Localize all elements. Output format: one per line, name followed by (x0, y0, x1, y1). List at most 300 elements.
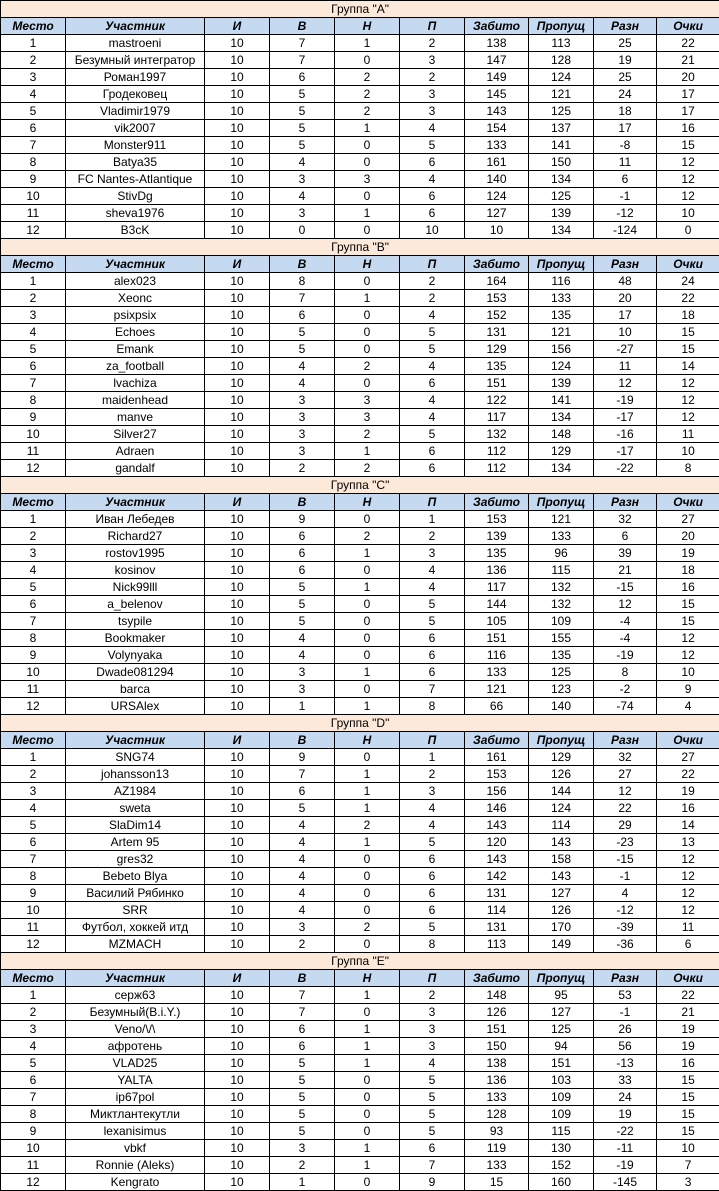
col-conceded-cell: 160 (529, 1174, 594, 1191)
col-points-cell: 8 (657, 460, 719, 477)
col-points-cell: 16 (657, 120, 719, 137)
col-scored-cell: 153 (465, 766, 529, 783)
col-losses-cell: 7 (400, 1157, 465, 1174)
col-diff-cell: 53 (594, 987, 657, 1004)
col-participant-cell: Bebeto Blya (66, 868, 205, 885)
col-points-cell: 12 (657, 647, 719, 664)
col-draws-cell: 0 (335, 562, 400, 579)
table-row (1, 52, 719, 69)
col-conceded-cell: 141 (529, 392, 594, 409)
col-place-cell: 5 (1, 103, 66, 120)
column-header-row (1, 732, 719, 749)
col-scored-cell: 112 (465, 443, 529, 460)
col-draws-cell: 1 (335, 443, 400, 460)
col-games-cell: 10 (205, 783, 270, 800)
table-row (1, 375, 719, 392)
col-diff-cell: 8 (594, 664, 657, 681)
col-participant-cell: Kengrato (66, 1174, 205, 1191)
col-diff-cell: -11 (594, 1140, 657, 1157)
col-games-cell: 10 (205, 460, 270, 477)
col-conceded-cell: 103 (529, 1072, 594, 1089)
column-header-draws: Н (335, 256, 400, 273)
col-diff-cell: -17 (594, 443, 657, 460)
col-draws-cell: 0 (335, 1072, 400, 1089)
col-draws-cell: 0 (335, 324, 400, 341)
col-diff-cell: -13 (594, 1055, 657, 1072)
col-wins-cell: 3 (270, 171, 335, 188)
col-wins-cell: 1 (270, 698, 335, 715)
group-title-row (1, 239, 719, 256)
col-points-cell: 12 (657, 885, 719, 902)
group-title: Группа "A" (1, 1, 719, 18)
col-draws-cell: 1 (335, 1038, 400, 1055)
col-diff-cell: 29 (594, 817, 657, 834)
col-scored-cell: 152 (465, 307, 529, 324)
col-place-cell: 2 (1, 290, 66, 307)
column-header-losses: П (400, 494, 465, 511)
col-draws-cell: 0 (335, 868, 400, 885)
col-conceded-cell: 95 (529, 987, 594, 1004)
col-diff-cell: 11 (594, 358, 657, 375)
col-scored-cell: 148 (465, 987, 529, 1004)
col-wins-cell: 7 (270, 52, 335, 69)
table-row (1, 1089, 719, 1106)
table-row (1, 919, 719, 936)
col-scored-cell: 124 (465, 188, 529, 205)
col-losses-cell: 4 (400, 120, 465, 137)
col-scored-cell: 117 (465, 409, 529, 426)
col-losses-cell: 2 (400, 987, 465, 1004)
col-diff-cell: 25 (594, 35, 657, 52)
col-games-cell: 10 (205, 392, 270, 409)
col-losses-cell: 4 (400, 579, 465, 596)
col-draws-cell: 1 (335, 783, 400, 800)
col-diff-cell: 20 (594, 290, 657, 307)
col-draws-cell: 2 (335, 86, 400, 103)
col-draws-cell: 0 (335, 341, 400, 358)
col-diff-cell: -22 (594, 460, 657, 477)
col-wins-cell: 7 (270, 35, 335, 52)
col-scored-cell: 161 (465, 154, 529, 171)
col-losses-cell: 8 (400, 698, 465, 715)
table-row (1, 188, 719, 205)
col-place-cell: 4 (1, 324, 66, 341)
table-row (1, 460, 719, 477)
col-participant-cell: sweta (66, 800, 205, 817)
col-points-cell: 4 (657, 698, 719, 715)
col-losses-cell: 2 (400, 273, 465, 290)
col-conceded-cell: 150 (529, 154, 594, 171)
col-conceded-cell: 121 (529, 324, 594, 341)
col-games-cell: 10 (205, 1038, 270, 1055)
col-participant-cell: B3cK (66, 222, 205, 239)
col-points-cell: 13 (657, 834, 719, 851)
table-row (1, 443, 719, 460)
col-participant-cell: sheva1976 (66, 205, 205, 222)
col-losses-cell: 2 (400, 69, 465, 86)
col-place-cell: 3 (1, 545, 66, 562)
table-row (1, 35, 719, 52)
col-losses-cell: 4 (400, 817, 465, 834)
col-conceded-cell: 155 (529, 630, 594, 647)
col-place-cell: 9 (1, 647, 66, 664)
col-scored-cell: 93 (465, 1123, 529, 1140)
col-diff-cell: -15 (594, 851, 657, 868)
col-games-cell: 10 (205, 528, 270, 545)
col-place-cell: 10 (1, 188, 66, 205)
table-row (1, 749, 719, 766)
col-points-cell: 16 (657, 579, 719, 596)
col-wins-cell: 6 (270, 307, 335, 324)
col-draws-cell: 2 (335, 426, 400, 443)
col-points-cell: 16 (657, 1055, 719, 1072)
table-row (1, 613, 719, 630)
col-wins-cell: 2 (270, 460, 335, 477)
col-scored-cell: 112 (465, 460, 529, 477)
table-row (1, 562, 719, 579)
col-conceded-cell: 139 (529, 205, 594, 222)
col-games-cell: 10 (205, 579, 270, 596)
col-scored-cell: 133 (465, 137, 529, 154)
col-place-cell: 2 (1, 1004, 66, 1021)
col-points-cell: 12 (657, 630, 719, 647)
col-games-cell: 10 (205, 154, 270, 171)
col-place-cell: 1 (1, 273, 66, 290)
col-draws-cell: 0 (335, 1174, 400, 1191)
col-place-cell: 3 (1, 1021, 66, 1038)
col-diff-cell: 11 (594, 154, 657, 171)
col-scored-cell: 139 (465, 528, 529, 545)
table-row (1, 103, 719, 120)
col-draws-cell: 1 (335, 545, 400, 562)
col-draws-cell: 0 (335, 273, 400, 290)
col-wins-cell: 6 (270, 528, 335, 545)
col-points-cell: 0 (657, 222, 719, 239)
col-draws-cell: 2 (335, 460, 400, 477)
column-header-games: И (205, 18, 270, 35)
col-scored-cell: 164 (465, 273, 529, 290)
table-row (1, 154, 719, 171)
col-games-cell: 10 (205, 545, 270, 562)
col-losses-cell: 4 (400, 171, 465, 188)
col-diff-cell: -4 (594, 630, 657, 647)
col-points-cell: 15 (657, 1089, 719, 1106)
col-participant-cell: афротень (66, 1038, 205, 1055)
column-header-participant: Участник (66, 18, 205, 35)
col-losses-cell: 2 (400, 290, 465, 307)
col-place-cell: 6 (1, 834, 66, 851)
col-wins-cell: 5 (270, 341, 335, 358)
col-conceded-cell: 134 (529, 409, 594, 426)
column-header-diff: Разн (594, 494, 657, 511)
col-place-cell: 9 (1, 1123, 66, 1140)
col-draws-cell: 0 (335, 749, 400, 766)
col-draws-cell: 1 (335, 1157, 400, 1174)
col-diff-cell: 39 (594, 545, 657, 562)
table-row (1, 426, 719, 443)
col-draws-cell: 0 (335, 511, 400, 528)
col-conceded-cell: 134 (529, 171, 594, 188)
col-place-cell: 5 (1, 1055, 66, 1072)
col-draws-cell: 0 (335, 137, 400, 154)
col-wins-cell: 3 (270, 919, 335, 936)
col-conceded-cell: 124 (529, 800, 594, 817)
col-points-cell: 18 (657, 562, 719, 579)
col-scored-cell: 143 (465, 103, 529, 120)
column-header-row (1, 494, 719, 511)
col-games-cell: 10 (205, 749, 270, 766)
col-scored-cell: 132 (465, 426, 529, 443)
col-participant-cell: psixpsix (66, 307, 205, 324)
col-points-cell: 22 (657, 290, 719, 307)
col-games-cell: 10 (205, 1004, 270, 1021)
table-row (1, 171, 719, 188)
col-participant-cell: Xeonc (66, 290, 205, 307)
col-conceded-cell: 113 (529, 35, 594, 52)
col-draws-cell: 0 (335, 154, 400, 171)
table-row (1, 783, 719, 800)
col-games-cell: 10 (205, 919, 270, 936)
col-diff-cell: 48 (594, 273, 657, 290)
col-draws-cell: 1 (335, 1055, 400, 1072)
col-wins-cell: 6 (270, 783, 335, 800)
col-games-cell: 10 (205, 1123, 270, 1140)
col-games-cell: 10 (205, 341, 270, 358)
table-row (1, 528, 719, 545)
col-draws-cell: 0 (335, 52, 400, 69)
table-row (1, 630, 719, 647)
col-scored-cell: 131 (465, 885, 529, 902)
col-wins-cell: 6 (270, 562, 335, 579)
col-losses-cell: 6 (400, 647, 465, 664)
column-header-participant: Участник (66, 494, 205, 511)
col-participant-cell: Миктлантекутли (66, 1106, 205, 1123)
col-scored-cell: 136 (465, 562, 529, 579)
col-points-cell: 12 (657, 171, 719, 188)
col-place-cell: 8 (1, 630, 66, 647)
col-losses-cell: 6 (400, 443, 465, 460)
col-diff-cell: 56 (594, 1038, 657, 1055)
table-row (1, 545, 719, 562)
col-diff-cell: -1 (594, 1004, 657, 1021)
col-place-cell: 2 (1, 52, 66, 69)
col-scored-cell: 138 (465, 35, 529, 52)
col-losses-cell: 9 (400, 1174, 465, 1191)
col-place-cell: 1 (1, 749, 66, 766)
col-participant-cell: Василий Рябинко (66, 885, 205, 902)
col-draws-cell: 1 (335, 1021, 400, 1038)
col-scored-cell: 138 (465, 1055, 529, 1072)
col-wins-cell: 7 (270, 987, 335, 1004)
column-header-diff: Разн (594, 18, 657, 35)
col-participant-cell: barca (66, 681, 205, 698)
col-participant-cell: tsypile (66, 613, 205, 630)
col-place-cell: 4 (1, 562, 66, 579)
col-scored-cell: 151 (465, 630, 529, 647)
col-wins-cell: 5 (270, 324, 335, 341)
col-games-cell: 10 (205, 86, 270, 103)
col-games-cell: 10 (205, 290, 270, 307)
table-row (1, 341, 719, 358)
col-losses-cell: 6 (400, 460, 465, 477)
col-participant-cell: SNG74 (66, 749, 205, 766)
col-conceded-cell: 125 (529, 664, 594, 681)
col-draws-cell: 0 (335, 1089, 400, 1106)
col-wins-cell: 3 (270, 681, 335, 698)
col-place-cell: 7 (1, 375, 66, 392)
table-row (1, 1021, 719, 1038)
col-points-cell: 15 (657, 137, 719, 154)
table-row (1, 1055, 719, 1072)
col-scored-cell: 131 (465, 324, 529, 341)
col-scored-cell: 153 (465, 511, 529, 528)
col-points-cell: 17 (657, 103, 719, 120)
group-title-row (1, 715, 719, 732)
col-diff-cell: -36 (594, 936, 657, 953)
col-conceded-cell: 135 (529, 307, 594, 324)
col-diff-cell: -23 (594, 834, 657, 851)
column-header-wins: В (270, 256, 335, 273)
col-losses-cell: 3 (400, 1021, 465, 1038)
col-wins-cell: 5 (270, 1055, 335, 1072)
col-losses-cell: 3 (400, 545, 465, 562)
col-wins-cell: 5 (270, 1089, 335, 1106)
column-header-scored: Забито (465, 732, 529, 749)
table-row (1, 1072, 719, 1089)
col-scored-cell: 135 (465, 358, 529, 375)
col-diff-cell: -39 (594, 919, 657, 936)
col-scored-cell: 119 (465, 1140, 529, 1157)
col-participant-cell: StivDg (66, 188, 205, 205)
col-place-cell: 2 (1, 528, 66, 545)
col-participant-cell: Безумный интегратор (66, 52, 205, 69)
col-diff-cell: -12 (594, 205, 657, 222)
col-games-cell: 10 (205, 443, 270, 460)
column-header-games: И (205, 494, 270, 511)
col-scored-cell: 154 (465, 120, 529, 137)
col-place-cell: 12 (1, 460, 66, 477)
col-draws-cell: 1 (335, 120, 400, 137)
col-conceded-cell: 109 (529, 1106, 594, 1123)
col-wins-cell: 2 (270, 1157, 335, 1174)
col-points-cell: 15 (657, 613, 719, 630)
col-wins-cell: 9 (270, 749, 335, 766)
column-header-conceded: Пропущ (529, 18, 594, 35)
col-conceded-cell: 115 (529, 562, 594, 579)
col-scored-cell: 145 (465, 86, 529, 103)
col-games-cell: 10 (205, 800, 270, 817)
col-participant-cell: SlaDim14 (66, 817, 205, 834)
col-participant-cell: alex023 (66, 273, 205, 290)
col-losses-cell: 3 (400, 1038, 465, 1055)
col-games-cell: 10 (205, 171, 270, 188)
col-points-cell: 6 (657, 936, 719, 953)
col-place-cell: 1 (1, 35, 66, 52)
col-games-cell: 10 (205, 987, 270, 1004)
col-diff-cell: -8 (594, 137, 657, 154)
col-diff-cell: -124 (594, 222, 657, 239)
col-games-cell: 10 (205, 1089, 270, 1106)
col-participant-cell: Безумный(B.i.Y.) (66, 1004, 205, 1021)
col-games-cell: 10 (205, 137, 270, 154)
col-wins-cell: 6 (270, 69, 335, 86)
col-games-cell: 10 (205, 307, 270, 324)
column-header-conceded: Пропущ (529, 256, 594, 273)
col-wins-cell: 8 (270, 273, 335, 290)
col-conceded-cell: 144 (529, 783, 594, 800)
col-draws-cell: 1 (335, 698, 400, 715)
col-conceded-cell: 143 (529, 834, 594, 851)
col-wins-cell: 4 (270, 375, 335, 392)
col-participant-cell: VLAD25 (66, 1055, 205, 1072)
col-wins-cell: 4 (270, 647, 335, 664)
col-scored-cell: 133 (465, 1157, 529, 1174)
col-draws-cell: 2 (335, 358, 400, 375)
col-wins-cell: 4 (270, 834, 335, 851)
col-diff-cell: 12 (594, 375, 657, 392)
col-draws-cell: 1 (335, 987, 400, 1004)
col-points-cell: 12 (657, 868, 719, 885)
group-title-row (1, 1, 719, 18)
col-diff-cell: -12 (594, 902, 657, 919)
col-draws-cell: 0 (335, 902, 400, 919)
col-points-cell: 18 (657, 307, 719, 324)
col-points-cell: 9 (657, 681, 719, 698)
col-losses-cell: 2 (400, 528, 465, 545)
col-wins-cell: 3 (270, 205, 335, 222)
col-diff-cell: 12 (594, 783, 657, 800)
col-losses-cell: 6 (400, 1140, 465, 1157)
column-header-wins: В (270, 970, 335, 987)
col-conceded-cell: 94 (529, 1038, 594, 1055)
col-points-cell: 14 (657, 817, 719, 834)
col-diff-cell: 32 (594, 749, 657, 766)
col-games-cell: 10 (205, 613, 270, 630)
col-scored-cell: 122 (465, 392, 529, 409)
col-diff-cell: -1 (594, 868, 657, 885)
col-wins-cell: 0 (270, 222, 335, 239)
column-header-wins: В (270, 18, 335, 35)
col-losses-cell: 4 (400, 409, 465, 426)
col-conceded-cell: 141 (529, 137, 594, 154)
col-conceded-cell: 134 (529, 460, 594, 477)
col-wins-cell: 3 (270, 1140, 335, 1157)
col-participant-cell: mastroeni (66, 35, 205, 52)
col-scored-cell: 113 (465, 936, 529, 953)
col-points-cell: 21 (657, 1004, 719, 1021)
col-wins-cell: 4 (270, 868, 335, 885)
col-points-cell: 16 (657, 800, 719, 817)
col-wins-cell: 4 (270, 885, 335, 902)
col-diff-cell: -16 (594, 426, 657, 443)
col-place-cell: 12 (1, 1174, 66, 1191)
col-games-cell: 10 (205, 834, 270, 851)
col-draws-cell: 1 (335, 1140, 400, 1157)
col-games-cell: 10 (205, 647, 270, 664)
col-games-cell: 10 (205, 902, 270, 919)
table-row (1, 392, 719, 409)
col-place-cell: 10 (1, 426, 66, 443)
col-participant-cell: gres32 (66, 851, 205, 868)
col-diff-cell: -74 (594, 698, 657, 715)
col-games-cell: 10 (205, 205, 270, 222)
col-scored-cell: 105 (465, 613, 529, 630)
col-scored-cell: 146 (465, 800, 529, 817)
col-diff-cell: -1 (594, 188, 657, 205)
col-diff-cell: 21 (594, 562, 657, 579)
group-title: Группа "C" (1, 477, 719, 494)
table-row (1, 1157, 719, 1174)
